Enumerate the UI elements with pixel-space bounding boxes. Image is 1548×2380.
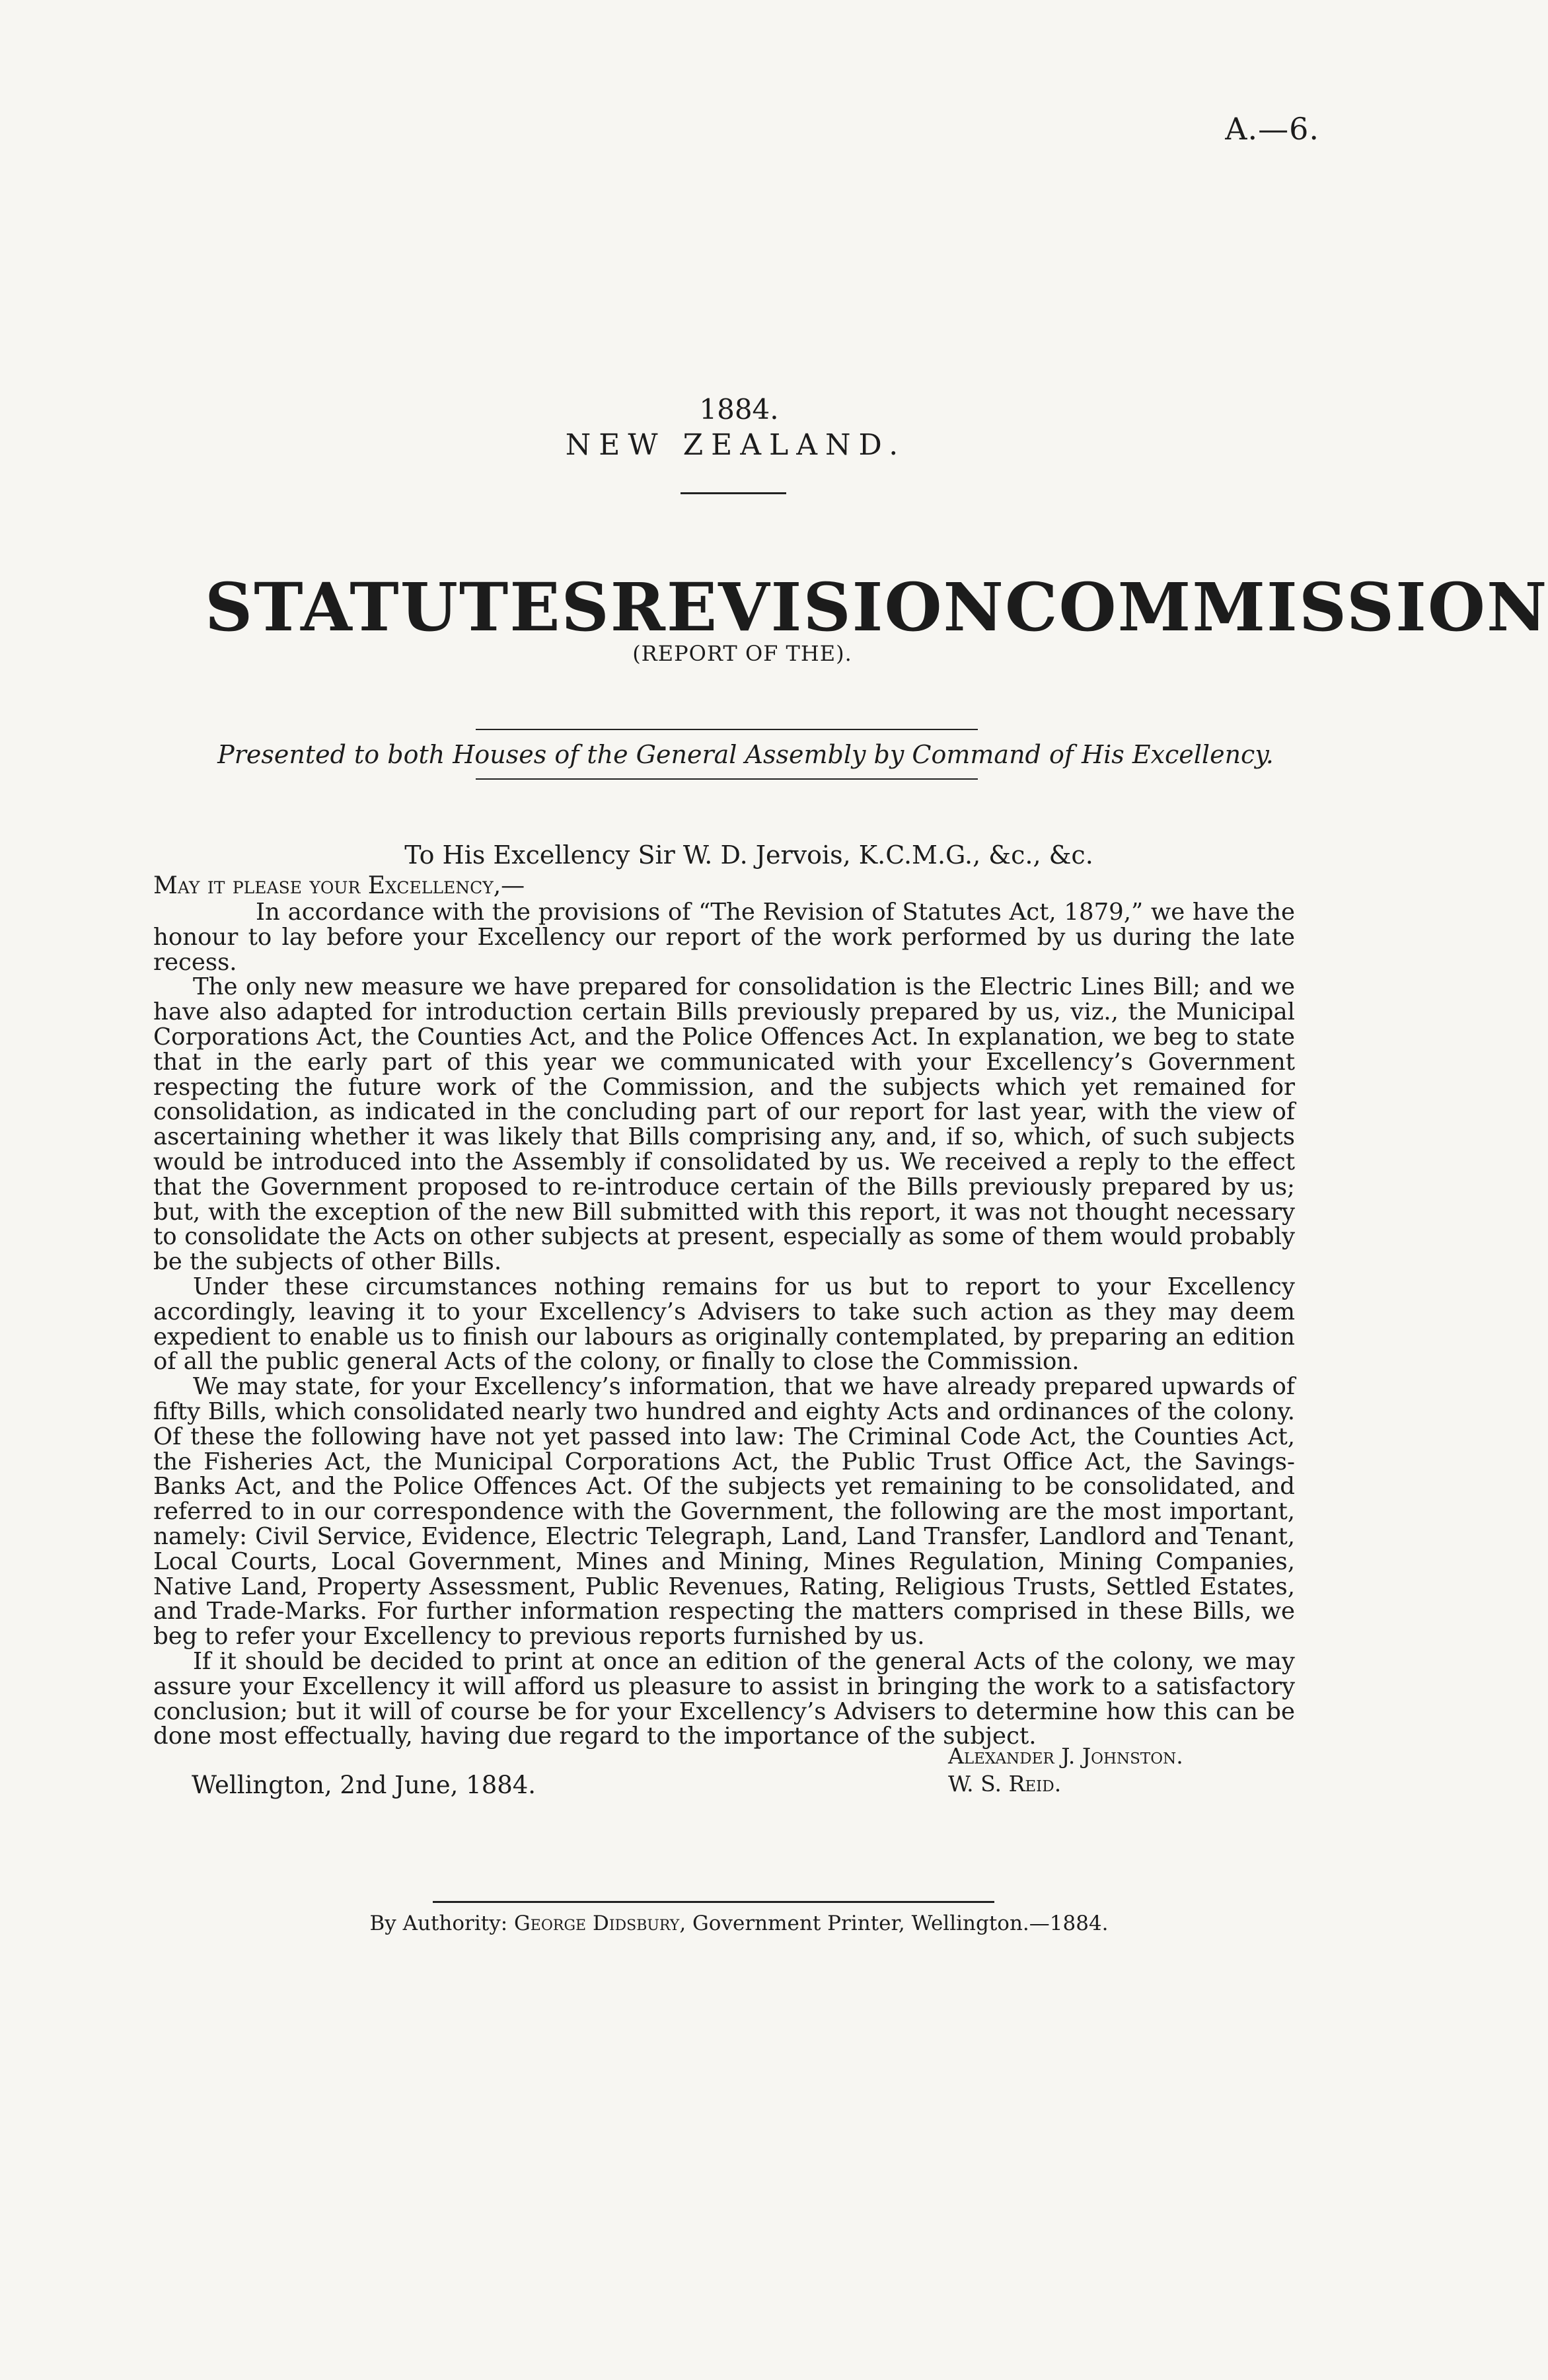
signatures — [948, 1742, 1183, 1798]
printer-imprint — [0, 1912, 1452, 1935]
paragraph-2: The only new measure we have prepared for consolidation is the Electric Lines Bill; and we have also adapted for introduction certain Bills previously prepared by us, viz., the Municipal Corporations Act, the Counties Act, and the Police Offences Act. In explanation, we beg to state that in the early part of this year we communicated with your Excellency’s Government respecting the future work of the Commission, and the subjects which yet remained for consolidation, as indicated in the concluding part of our report for last year, with the view of ascertaining whether it was likely that Bills comprising any, and, if so, which, of such subjects would be introduced into the Assembly if consolidated by us. We received a reply to the effect that the Government proposed to re-introduce certain of the Bills previously prepared by us; but, with the exception of the new Bill submitted with this report, it was not thought necessary to consolidate the Acts on other subjects at present, especially as some of them would probably be the subjects of other Bills. — [153, 973, 1295, 1276]
title-word-1: STATUTES — [205, 568, 610, 646]
paragraph-4: We may state, for your Excellency’s information, that we have already prepared upwards of fifty Bills, which consolidated nearly two hundred and eighty Acts and ordinances of the colony. Of these the following have not yet passed into law: The Criminal Code Act, the Counties Act, the Fisheries Act, the Municipal Corporations Act, the Public Trust Office Act, the Savings-Banks Act, and the Police Offences Act. Of the subjects yet remaining to be consolidated, and referred to in our correspondence with the Government, the following are the most important, namely: Civil Service, Evidence, Electric Telegraph, Land, Land Transfer, Landlord and Tenant, Local Courts, Local Government, Mines and Mining, Mines Regulation, Mining Companies, Native Land, Property Assessment, Public Revenues, Rating, Religious Trusts, Settled Estates, and Trade-Marks. For further information respecting the matters comprised in these Bills, we beg to refer your Excellency to previous reports furnished by us. — [153, 1373, 1295, 1651]
printer-name: George Didsbury, — [514, 1912, 686, 1935]
letter-body — [153, 900, 1295, 1749]
signatory-2: W. S. Reid. — [948, 1771, 1062, 1797]
signatory-1: Alexander J. Johnston. — [948, 1743, 1183, 1769]
document-reference: A.—6. — [1225, 111, 1319, 147]
page-title — [205, 568, 1548, 646]
footer-rule — [433, 1901, 994, 1903]
title-word-3: COMMISSION — [1004, 568, 1548, 646]
by-authority-label: By Authority: — [369, 1912, 508, 1935]
paragraph-1: In accordance with the provisions of “The Revision of Statutes Act, 1879,” we have the honour to lay before your Excellency our report of the work performed by us during the late recess. — [153, 899, 1295, 976]
printer-location: Government Printer, Wellington.—1884. — [692, 1912, 1109, 1935]
paragraph-5: If it should be decided to print at once an edition of the general Acts of the colony, we may assure your Excellency it will afford us pleasure to assist in bringing the work to a satisfactory conclusion; but it will of course be for your Excellency’s Advisers to determine how this can be done most effectually, having due regard to the importance of the subject. — [153, 1647, 1295, 1750]
presented-line: Presented to both Houses of the General Assembly by Command of His Excellency. — [217, 740, 1274, 769]
letter-salutation: May it please your Excellency,— — [153, 872, 525, 899]
letter-addressee: To His Excellency Sir W. D. Jervois, K.C.M.G., &c., &c. — [404, 840, 1093, 870]
place-and-date: Wellington, 2nd June, 1884. — [192, 1771, 536, 1799]
country-heading: NEW ZEALAND. — [565, 428, 906, 462]
page-subtitle: (REPORT OF THE). — [632, 641, 852, 666]
divider-rule — [681, 492, 786, 494]
title-word-2: REVISION — [610, 568, 1005, 646]
paragraph-3: Under these circumstances nothing remains for us but to report to your Excellency accordingly, leaving it to your Excellency’s Advisers to take such action as they may deem expedient to enable us to finish our labours as originally contemplated, by preparing an edition of all the public general Acts of the colony, or finally to close the Commission. — [153, 1273, 1295, 1376]
divider-rule-top — [476, 729, 978, 730]
divider-rule-bottom — [476, 778, 978, 780]
year-heading: 1884. — [699, 393, 779, 426]
